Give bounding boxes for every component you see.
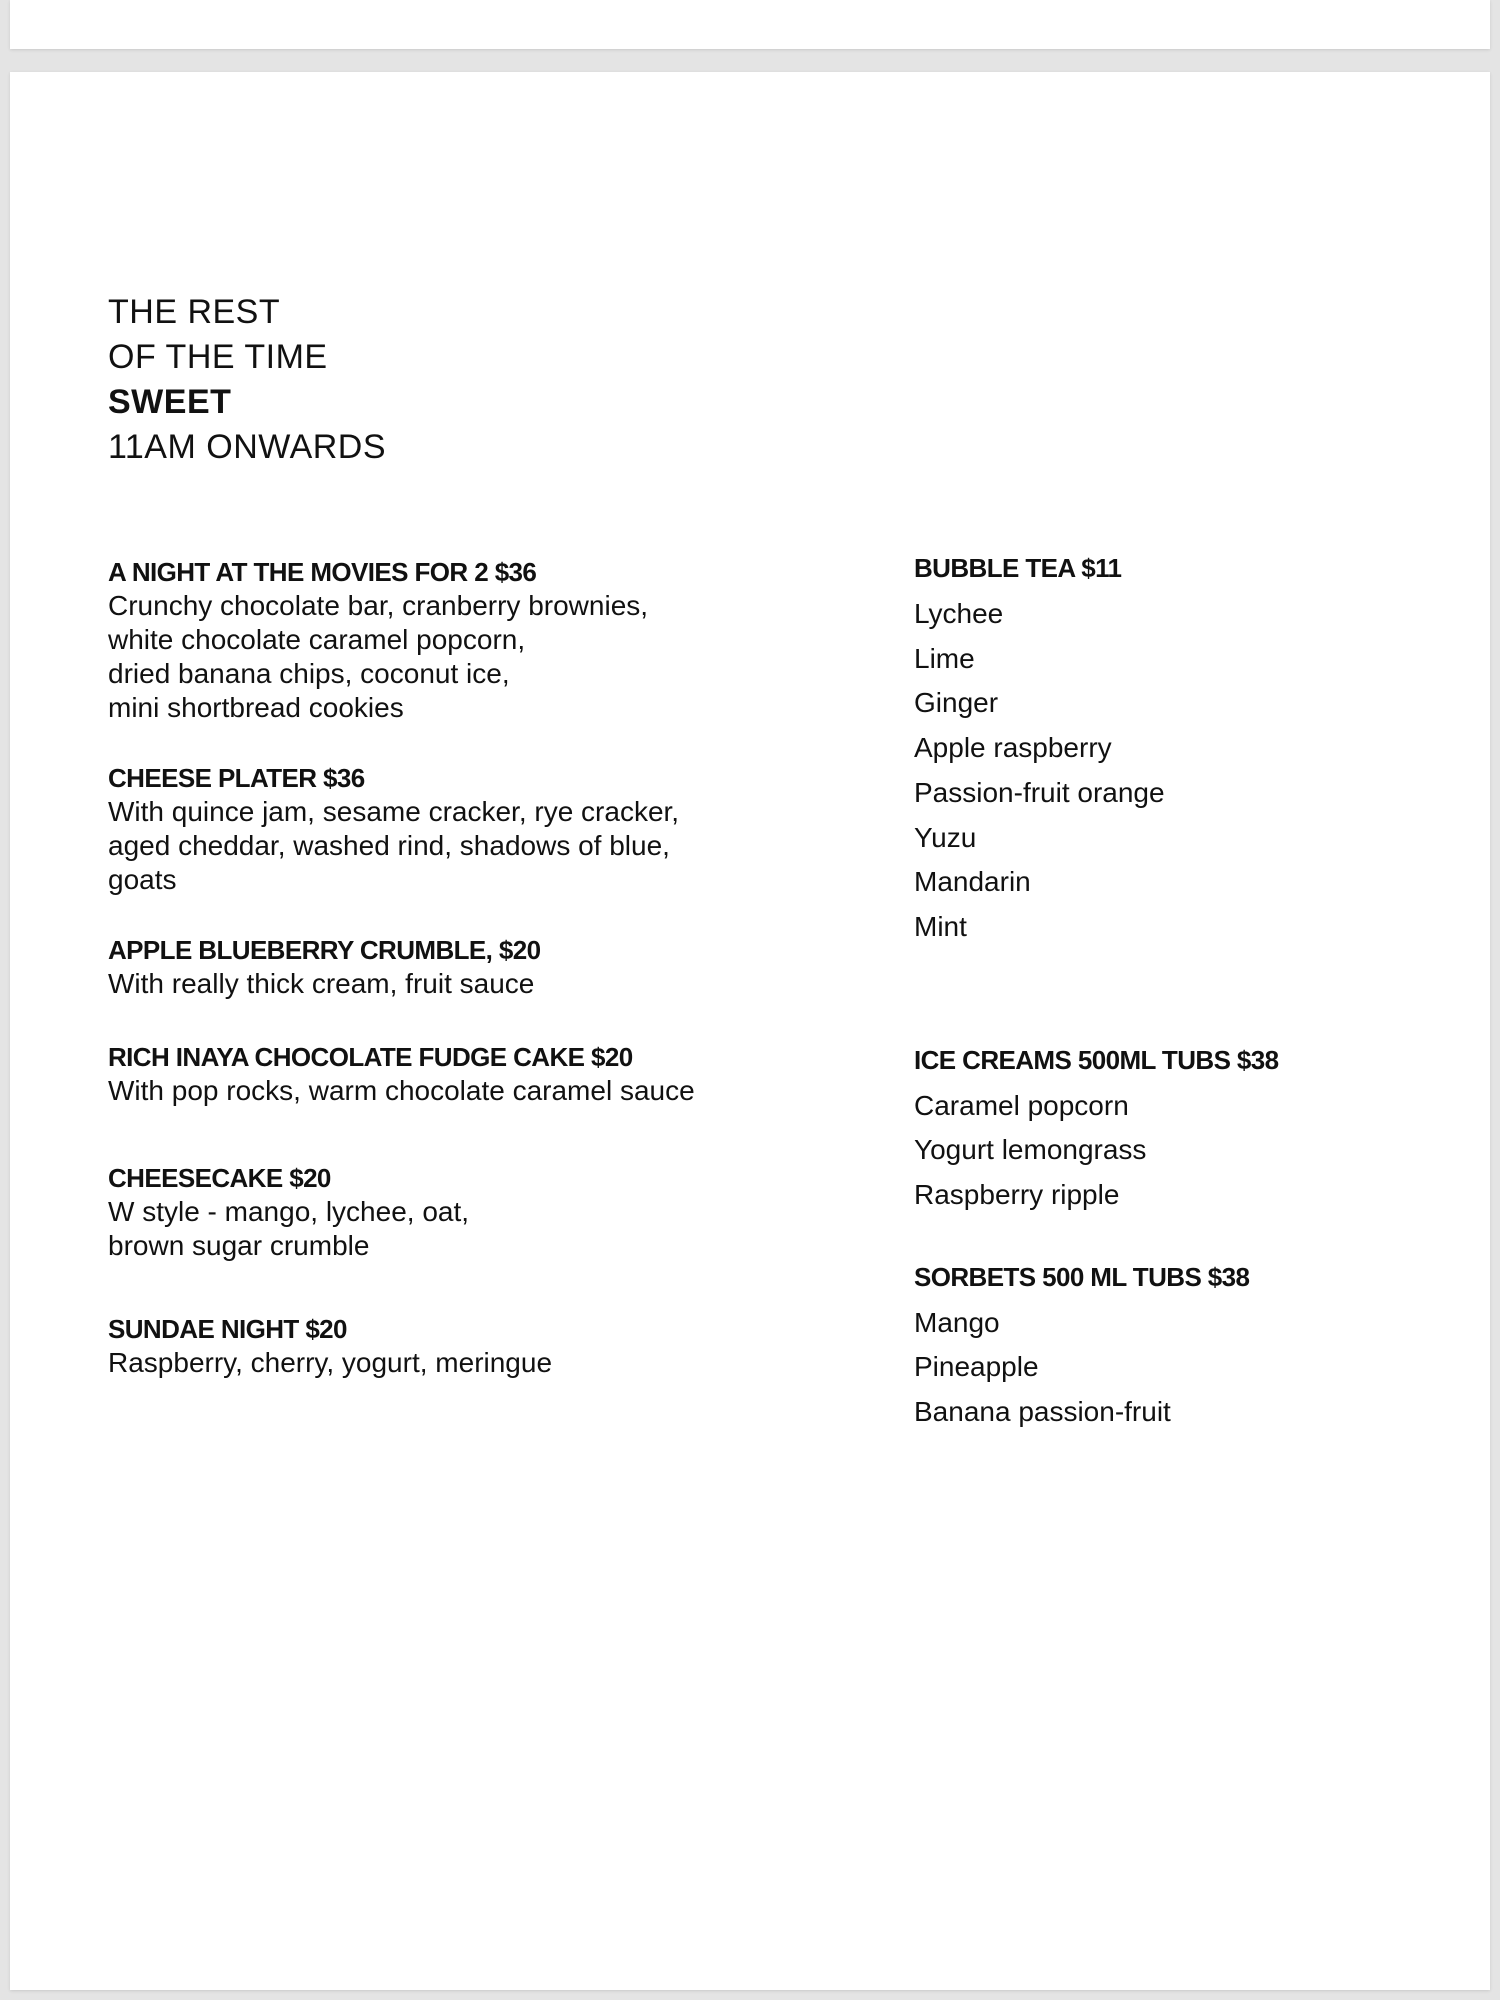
previous-page-edge (10, 0, 1490, 49)
menu-item-night-at-the-movies (108, 555, 828, 725)
menu-item-title: CHEESECAKE $20 (108, 1163, 331, 1193)
drinks-and-tubs-column (914, 551, 1454, 1435)
menu-item-title: A NIGHT AT THE MOVIES FOR 2 $36 (108, 557, 537, 587)
menu-item-title: SUNDAE NIGHT $20 (108, 1314, 347, 1344)
ice-creams-group (914, 1043, 1454, 1218)
menu-item-cheese-plater (108, 761, 828, 897)
menu-item-title: RICH INAYA CHOCOLATE FUDGE CAKE $20 (108, 1042, 633, 1072)
group-title: SORBETS 500 ML TUBS $38 (914, 1261, 1250, 1292)
menu-item-title: APPLE BLUEBERRY CRUMBLE, $20 (108, 935, 541, 965)
menu-item-apple-blueberry-crumble (108, 933, 828, 1001)
list-item: Pineapple (914, 1351, 1039, 1383)
list-item: Yogurt lemongrass (914, 1134, 1147, 1166)
flavour-list (914, 1301, 1454, 1435)
sorbets-group (914, 1260, 1454, 1435)
menu-header (108, 290, 386, 470)
menu-item-desc: white chocolate caramel popcorn, (108, 624, 526, 655)
group-title: ICE CREAMS 500ML TUBS $38 (914, 1044, 1279, 1075)
menu-item-desc: With quince jam, sesame cracker, rye cracker, (108, 796, 680, 827)
menu-item-desc: With really thick cream, fruit sauce (108, 968, 535, 999)
menu-item-desc: W style - mango, lychee, oat, (108, 1196, 470, 1227)
menu-item-cheesecake (108, 1161, 828, 1263)
menu-item-desc: Raspberry, cherry, yogurt, meringue (108, 1347, 553, 1378)
list-item: Apple raspberry (914, 732, 1112, 764)
list-item: Lime (914, 642, 975, 674)
bubble-tea-group (914, 551, 1454, 950)
menu-item-sundae-night (108, 1312, 828, 1380)
list-item: Yuzu (914, 821, 977, 853)
menu-item-desc: goats (108, 864, 177, 895)
list-item: Mandarin (914, 866, 1031, 898)
list-item: Lychee (914, 598, 1004, 629)
menu-item-desc: With pop rocks, warm chocolate caramel sauce (108, 1075, 695, 1106)
header-hours: 11AM ONWARDS (108, 428, 387, 466)
group-title: BUBBLE TEA $11 (914, 553, 1122, 583)
menu-page (10, 72, 1490, 1990)
menu-item-desc: dried banana chips, coconut ice, (108, 658, 510, 689)
list-item: Mango (914, 1306, 1000, 1338)
flavour-list (914, 1084, 1454, 1218)
menu-item-chocolate-fudge-cake (108, 1040, 828, 1108)
list-item: Banana passion-fruit (914, 1396, 1171, 1428)
menu-item-desc: Crunchy chocolate bar, cranberry brownies, (108, 590, 649, 621)
menu-item-desc: aged cheddar, washed rind, shadows of blue, (108, 830, 670, 861)
header-line-2: OF THE TIME (108, 338, 328, 376)
dessert-column (108, 555, 828, 1380)
header-section-title: SWEET (108, 383, 232, 421)
list-item: Caramel popcorn (914, 1089, 1129, 1121)
menu-item-desc: brown sugar crumble (108, 1230, 370, 1261)
list-item: Ginger (914, 687, 999, 719)
flavour-list (914, 592, 1454, 950)
list-item: Mint (914, 910, 967, 942)
list-item: Passion-fruit orange (914, 776, 1165, 808)
menu-item-desc: mini shortbread cookies (108, 692, 404, 723)
header-line-1: THE REST (108, 293, 281, 331)
menu-item-title: CHEESE PLATER $36 (108, 763, 365, 793)
list-item: Raspberry ripple (914, 1179, 1120, 1211)
